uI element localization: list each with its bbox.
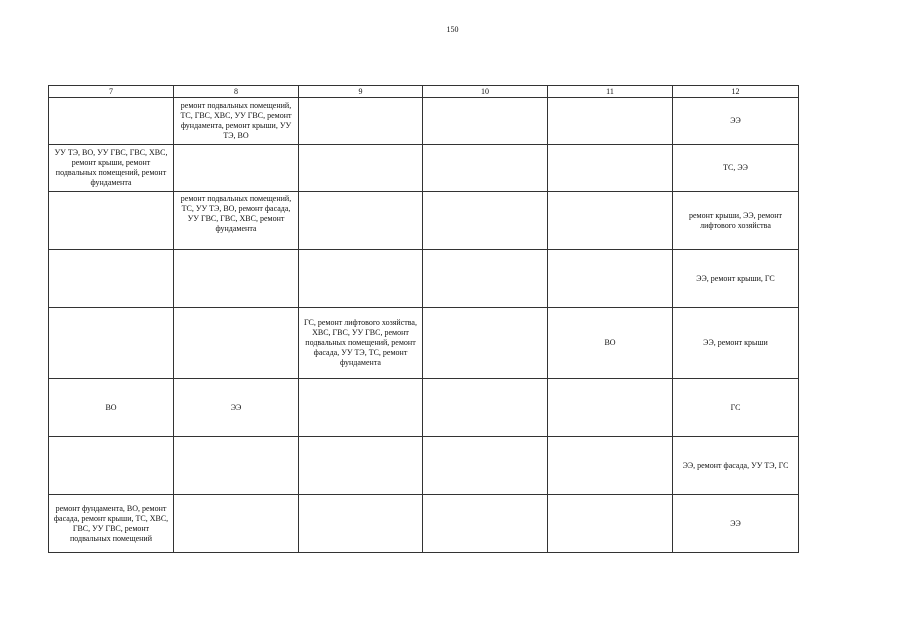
table-cell: ЭЭ xyxy=(174,379,299,437)
table-cell xyxy=(548,98,673,145)
column-header-7: 7 xyxy=(49,86,174,98)
table-cell: ВО xyxy=(49,379,174,437)
table-cell xyxy=(174,308,299,379)
column-header-9: 9 xyxy=(299,86,423,98)
table-cell: ЭЭ xyxy=(673,495,799,553)
table-cell xyxy=(299,379,423,437)
table-row xyxy=(49,308,799,379)
table-cell: ремонт подвальных помещений, ТС, УУ ТЭ, ВО, ремонт фасада, УУ ГВС, ГВС, ХВС, ремонт фундамента xyxy=(174,192,299,250)
table-cell: УУ ТЭ, ВО, УУ ГВС, ГВС, ХВС, ремонт крыши, ремонт подвальных помещений, ремонт фундамента xyxy=(49,145,174,192)
table-row xyxy=(49,98,799,145)
column-header-12: 12 xyxy=(673,86,799,98)
table-cell xyxy=(548,495,673,553)
column-header-8: 8 xyxy=(174,86,299,98)
table-cell xyxy=(299,145,423,192)
table-cell xyxy=(548,379,673,437)
table-cell: ГС, ремонт лифтового хозяйства, ХВС, ГВС, УУ ГВС, ремонт подвальных помещений, ремонт фасада, УУ ТЭ, ТС, ремонт фундамента xyxy=(299,308,423,379)
table-cell xyxy=(299,250,423,308)
table-cell: ГС xyxy=(673,379,799,437)
table-cell xyxy=(49,98,174,145)
table-row xyxy=(49,145,799,192)
table-cell xyxy=(423,437,548,495)
table-cell xyxy=(174,437,299,495)
table-cell xyxy=(174,145,299,192)
table-cell xyxy=(174,250,299,308)
table-cell: ремонт крыши, ЭЭ, ремонт лифтового хозяйства xyxy=(673,192,799,250)
table-cell xyxy=(548,145,673,192)
table-cell: ЭЭ, ремонт крыши, ГС xyxy=(673,250,799,308)
table-cell xyxy=(423,98,548,145)
table-cell: ТС, ЭЭ xyxy=(673,145,799,192)
column-header-11: 11 xyxy=(548,86,673,98)
table-cell xyxy=(49,437,174,495)
table-cell xyxy=(423,379,548,437)
table-cell: ремонт фундамента, ВО, ремонт фасада, ремонт крыши, ТС, ХВС, ГВС, УУ ГВС, ремонт подвальных помещений xyxy=(49,495,174,553)
table-cell: ремонт подвальных помещений, ТС, ГВС, ХВС, УУ ГВС, ремонт фундамента, ремонт крыши, УУ ТЭ, ВО xyxy=(174,98,299,145)
table-cell xyxy=(423,495,548,553)
table-row xyxy=(49,495,799,553)
table-cell: ЭЭ xyxy=(673,98,799,145)
page-number: 150 xyxy=(446,25,459,34)
table-row xyxy=(49,379,799,437)
table-cell xyxy=(49,308,174,379)
table-cell: ЭЭ, ремонт фасада, УУ ТЭ, ГС xyxy=(673,437,799,495)
table-cell xyxy=(299,192,423,250)
table-cell xyxy=(423,308,548,379)
works-table xyxy=(48,85,799,553)
table-cell xyxy=(299,495,423,553)
table-cell xyxy=(299,98,423,145)
header-row xyxy=(49,86,799,98)
table-row xyxy=(49,192,799,250)
table-row xyxy=(49,437,799,495)
table-cell xyxy=(174,495,299,553)
table-cell xyxy=(548,192,673,250)
table-cell xyxy=(299,437,423,495)
column-header-10: 10 xyxy=(423,86,548,98)
table-cell xyxy=(49,250,174,308)
table-cell: ЭЭ, ремонт крыши xyxy=(673,308,799,379)
table-cell xyxy=(49,192,174,250)
table-cell xyxy=(548,250,673,308)
table-cell xyxy=(548,437,673,495)
table-row xyxy=(49,250,799,308)
table-cell xyxy=(423,250,548,308)
table-cell: ВО xyxy=(548,308,673,379)
table-cell xyxy=(423,192,548,250)
table-cell xyxy=(423,145,548,192)
